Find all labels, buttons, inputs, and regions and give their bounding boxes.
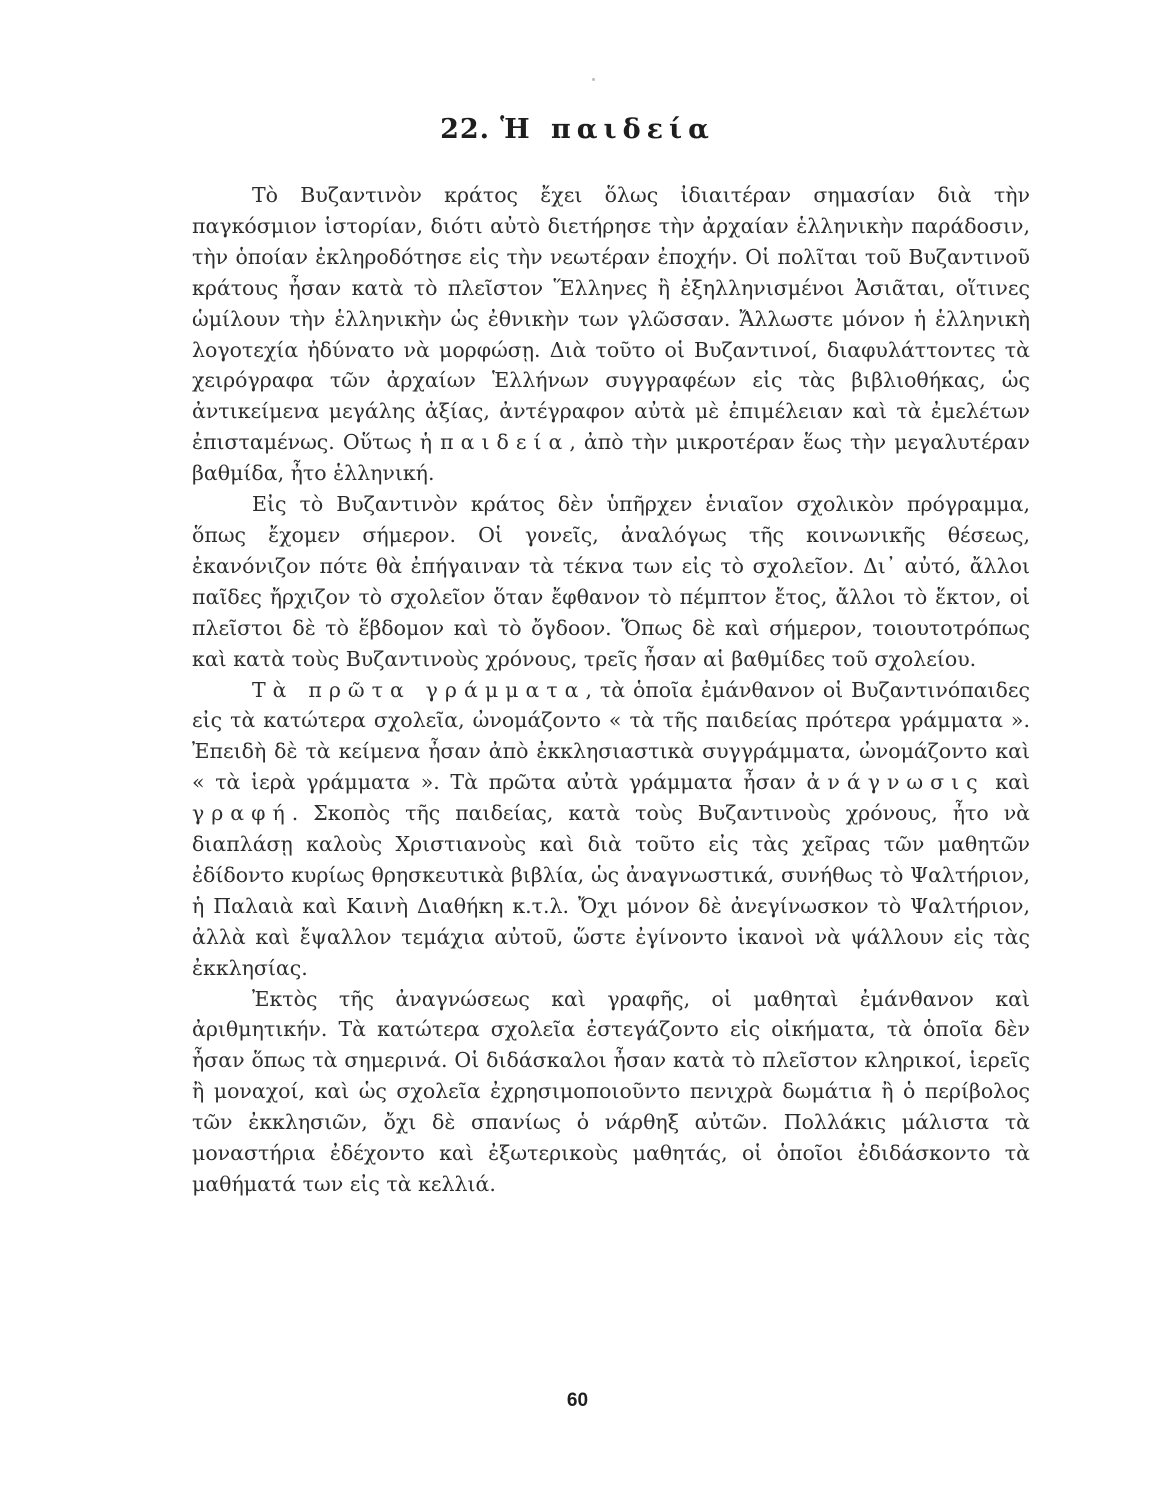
paragraph	[192, 489, 1030, 674]
paragraph-text: Τὸ Βυζαντινὸν κράτος ἔχει ὅλως ἰδιαιτέραν σημασίαν διὰ τὴν παγκόσμιον ἱστορίαν, διότι αὐτὸ διετήρησε τὴν ἀρχαίαν ἑλληνικὴν παράδοσιν, τὴν ὁποίαν ἐκληροδότησε εἰς τὴν νεωτέραν ἐποχήν. Οἱ πολῖται τοῦ Βυζαντινοῦ κράτους ἦσαν κατὰ τὸ πλεῖστον Ἕλληνες ἢ ἐξηλληνισμένοι Ἀσιᾶται, οἵτινες ὡμίλουν τὴν ἑλληνικὴν ὡς ἐθνικὴν των γλῶσσαν. Ἄλλωστε μόνον ἡ ἑλληνικὴ λογοτεχία ἠδύνατο νὰ μορφώσῃ. Διὰ τοῦτο οἱ Βυζαντινοί, διαφυλάττοντες τὰ χειρόγραφα τῶν ἀρχαίων Ἑλλήνων συγγραφέων εἰς τὰς βιβλιοθήκας, ὡς ἀντικείμενα μεγάλης ἀξίας, ἀντέγραφον αὐτὰ μὲ ἐπιμέλειαν καὶ τὰ ἐμελέτων ἐπισταμένως. Οὕτως ἡ	[192, 183, 1030, 455]
spaced-emphasis-text: Τὰ πρῶτα γράμματα	[252, 677, 586, 702]
paragraph-text: Ἐκτὸς τῆς ἀναγνώσεως καὶ γραφῆς, οἱ μαθηταὶ ἐμάνθανον καὶ ἀριθμητικήν. Τὰ κατώτερα σχολεῖα ἐστεγάζοντο εἰς οἰκήματα, τὰ ὁποῖα δὲν ἦσαν ὅπως τὰ σημερινά. Οἱ διδάσκαλοι ἦσαν κατὰ τὸ πλεῖστον κληρικοί, ἱερεῖς ἢ μοναχοί, καὶ ὡς σχολεῖα ἐχρησιμοποιοῦντο πενιχρὰ δωμάτια ἢ ὁ περίβολος τῶν ἐκκλησιῶν, ὄχι δὲ σπανίως ὁ νάρθηξ αὐτῶν. Πολλάκις μάλιστα τὰ μοναστήρια ἐδέχοντο καὶ ἐξωτερικοὺς μαθητάς, οἱ ὁποῖοι ἐδιδάσκοντο τὰ μαθήματά των εἰς τὰ κελλιά.	[192, 986, 1030, 1196]
paragraph-text: Εἰς τὸ Βυζαντινὸν κράτος δὲν ὑπῆρχεν ἑνιαῖον σχολικὸν πρόγραμμα, ὅπως ἔχομεν σήμερον. Οἱ γονεῖς, ἀναλόγως τῆς κοινωνικῆς θέσεως, ἐκανόνιζον πότε θὰ ἐπήγαιναν τὰ τέκνα των εἰς τὸ σχολεῖον. Δι᾽ αὐτό, ἄλλοι παῖδες ἤρχιζον τὸ σχολεῖον ὅταν ἔφθανον τὸ πέμπτον ἔτος, ἄλλοι τὸ ἕκτον, οἱ πλεῖστοι δὲ τὸ ἕβδομον καὶ τὸ ὄγδοον. Ὅπως δὲ καὶ σήμερον, τοιουτοτρόπως καὶ κατὰ τοὺς Βυζαντινοὺς χρόνους, τρεῖς ἦσαν αἱ βαθμίδες τοῦ σχολείου.	[192, 492, 1030, 671]
paragraph	[192, 180, 1030, 489]
spaced-emphasis-text: γραφή	[192, 801, 292, 826]
page-number: 60	[566, 1390, 589, 1411]
paragraph-text: , ἀπὸ τὴν μικροτέραν ἕως τὴν μεγαλυτέραν βαθμίδα, ἦτο ἑλληνική.	[192, 430, 1031, 486]
paragraph-text: . Σκοπὸς τῆς παιδείας, κατὰ τοὺς Βυζαντινοὺς χρόνους, ἦτο νὰ διαπλάσῃ καλοὺς Χριστιανοὺς καὶ διὰ τοῦτο εἰς τὰς χεῖρας τῶν μαθητῶν ἐδίδοντο κυρίως θρησκευτικὰ βιβλία, ὡς ἀναγνωστικά, συνήθως τὸ Ψαλτήριον, ἡ Παλαιὰ καὶ Καινὴ Διαθήκη κ.τ.λ. Ὄχι μόνον δὲ ἀνεγίνωσκον τὸ Ψαλτήριον, ἀλλὰ καὶ ἔψαλλον τεμάχια αὐτοῦ, ὥστε ἐγίνοντο ἱκανοὶ νὰ ψάλλουν εἰς τὰς ἐκκλησίας.	[192, 801, 1030, 980]
paragraph	[192, 984, 1030, 1200]
paragraph	[192, 675, 1030, 984]
section-number: 22.	[440, 114, 491, 145]
section-heading: Ἡ παιδεία	[500, 114, 715, 145]
body-text	[192, 180, 1030, 1200]
paragraph-text: καὶ	[984, 770, 1030, 795]
paper-speck	[592, 78, 595, 81]
spaced-emphasis-text: παιδεία	[440, 430, 570, 455]
spaced-emphasis-text: ἀνάγνωσις	[806, 770, 985, 795]
paragraph-text: , τὰ ὁποῖα ἐμάνθανον οἱ Βυζαντινόπαιδες εἰς τὰ κατώτερα σχολεῖα, ὠνομάζοντο « τὰ τῆς παιδείας πρότερα γράμματα ». Ἐπειδὴ δὲ τὰ κείμενα ἦσαν ἀπὸ ἐκκλησιαστικὰ συγγράμματα, ὠνομάζοντο καὶ « τὰ ἱερὰ γράμματα ». Τὰ πρῶτα αὐτὰ γράμματα ἦσαν	[192, 677, 1030, 795]
page-title	[0, 112, 1155, 148]
